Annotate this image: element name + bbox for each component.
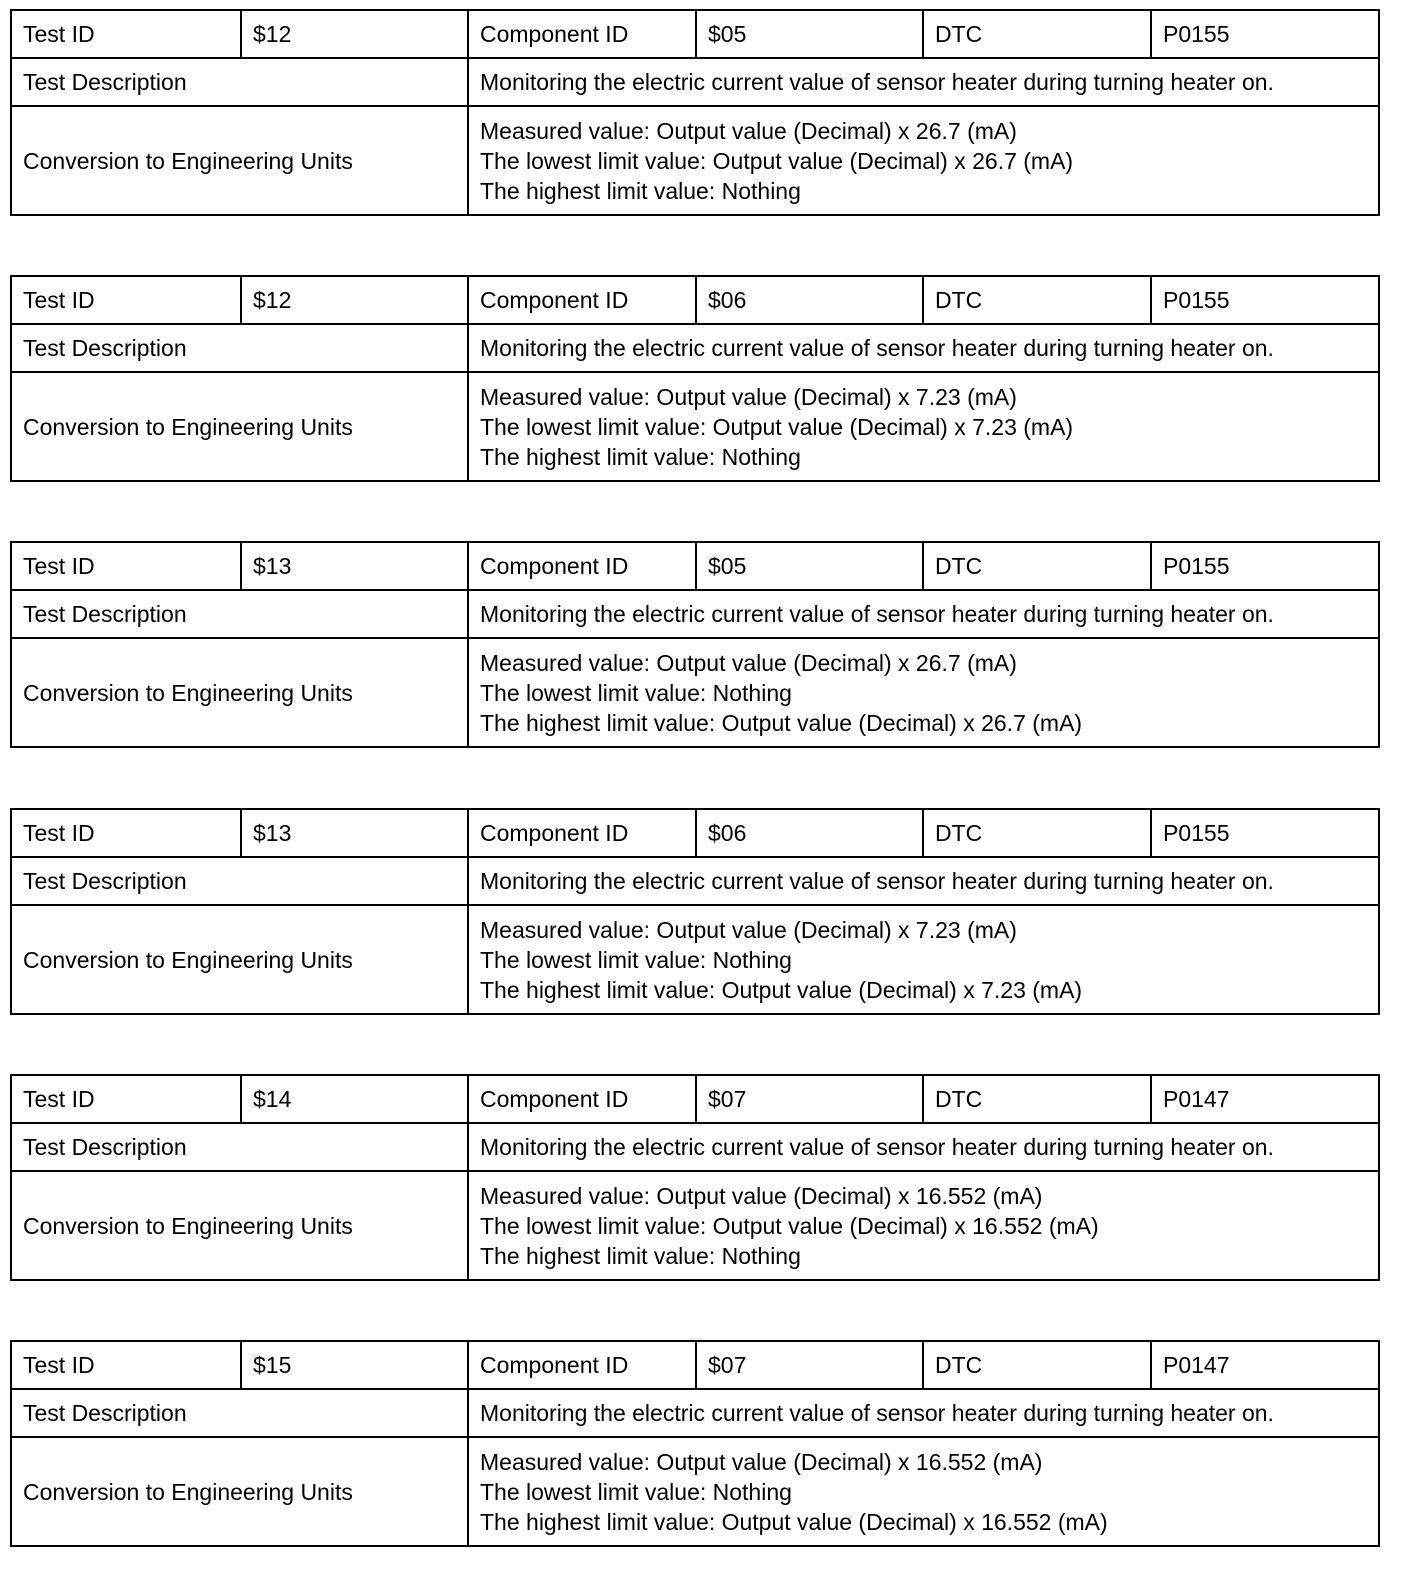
test-id-value: $13 [241, 542, 468, 590]
id-row [11, 1341, 1379, 1389]
conversion-row [11, 372, 1379, 481]
description-row [11, 58, 1379, 106]
description-row [11, 857, 1379, 905]
test-spec-table [10, 275, 1380, 482]
id-row [11, 542, 1379, 590]
test-spec-table [10, 9, 1380, 216]
dtc-value: P0155 [1151, 542, 1379, 590]
test-spec-table [10, 541, 1380, 748]
test-description-value: Monitoring the electric current value of sensor heater during turning heater on. [468, 58, 1379, 106]
dtc-label: DTC [923, 809, 1151, 857]
highest-limit-line: The highest limit value: Output value (Decimal) x 16.552 (mA) [480, 1508, 1108, 1535]
id-row [11, 809, 1379, 857]
lowest-limit-line: The lowest limit value: Nothing [480, 946, 792, 973]
dtc-label: DTC [923, 10, 1151, 58]
dtc-value: P0155 [1151, 809, 1379, 857]
component-id-value: $05 [696, 10, 923, 58]
test-spec-table [10, 808, 1380, 1015]
component-id-value: $05 [696, 542, 923, 590]
id-row [11, 276, 1379, 324]
test-id-label: Test ID [11, 10, 241, 58]
test-spec-table [10, 1074, 1380, 1281]
test-description-label: Test Description [11, 1123, 468, 1171]
conversion-label: Conversion to Engineering Units [11, 1171, 468, 1280]
description-row [11, 1123, 1379, 1171]
component-id-label: Component ID [468, 542, 696, 590]
measured-value-line: Measured value: Output value (Decimal) x 16.552 (mA) [480, 1448, 1043, 1475]
conversion-label: Conversion to Engineering Units [11, 638, 468, 747]
conversion-row [11, 1437, 1379, 1546]
component-id-label: Component ID [468, 809, 696, 857]
test-description-label: Test Description [11, 590, 468, 638]
conversion-label: Conversion to Engineering Units [11, 372, 468, 481]
dtc-label: DTC [923, 542, 1151, 590]
lowest-limit-line: The lowest limit value: Nothing [480, 679, 792, 706]
id-row [11, 1075, 1379, 1123]
conversion-value [468, 638, 1379, 747]
test-description-value: Monitoring the electric current value of sensor heater during turning heater on. [468, 590, 1379, 638]
lowest-limit-line: The lowest limit value: Output value (Decimal) x 16.552 (mA) [480, 1212, 1099, 1239]
dtc-value: P0155 [1151, 276, 1379, 324]
conversion-label: Conversion to Engineering Units [11, 106, 468, 215]
dtc-value: P0147 [1151, 1341, 1379, 1389]
description-row [11, 1389, 1379, 1437]
id-row [11, 10, 1379, 58]
conversion-value [468, 1171, 1379, 1280]
component-id-label: Component ID [468, 1075, 696, 1123]
lowest-limit-line: The lowest limit value: Nothing [480, 1478, 792, 1505]
measured-value-line: Measured value: Output value (Decimal) x 26.7 (mA) [480, 649, 1017, 676]
component-id-label: Component ID [468, 1341, 696, 1389]
highest-limit-line: The highest limit value: Output value (Decimal) x 26.7 (mA) [480, 709, 1083, 736]
test-description-value: Monitoring the electric current value of sensor heater during turning heater on. [468, 857, 1379, 905]
highest-limit-line: The highest limit value: Output value (Decimal) x 7.23 (mA) [480, 976, 1083, 1003]
conversion-row [11, 106, 1379, 215]
conversion-label: Conversion to Engineering Units [11, 1437, 468, 1546]
test-id-label: Test ID [11, 1075, 241, 1123]
test-description-value: Monitoring the electric current value of sensor heater during turning heater on. [468, 324, 1379, 372]
dtc-label: DTC [923, 1075, 1151, 1123]
component-id-label: Component ID [468, 276, 696, 324]
conversion-value [468, 106, 1379, 215]
test-description-label: Test Description [11, 857, 468, 905]
component-id-value: $06 [696, 276, 923, 324]
conversion-value [468, 905, 1379, 1014]
lowest-limit-line: The lowest limit value: Output value (Decimal) x 26.7 (mA) [480, 147, 1074, 174]
component-id-value: $07 [696, 1075, 923, 1123]
test-description-value: Monitoring the electric current value of sensor heater during turning heater on. [468, 1389, 1379, 1437]
dtc-value: P0147 [1151, 1075, 1379, 1123]
test-id-label: Test ID [11, 542, 241, 590]
test-id-label: Test ID [11, 276, 241, 324]
test-description-value: Monitoring the electric current value of sensor heater during turning heater on. [468, 1123, 1379, 1171]
dtc-label: DTC [923, 1341, 1151, 1389]
conversion-label: Conversion to Engineering Units [11, 905, 468, 1014]
description-row [11, 590, 1379, 638]
measured-value-line: Measured value: Output value (Decimal) x 16.552 (mA) [480, 1182, 1043, 1209]
dtc-value: P0155 [1151, 10, 1379, 58]
test-id-label: Test ID [11, 1341, 241, 1389]
measured-value-line: Measured value: Output value (Decimal) x 7.23 (mA) [480, 916, 1017, 943]
conversion-row [11, 638, 1379, 747]
component-id-label: Component ID [468, 10, 696, 58]
measured-value-line: Measured value: Output value (Decimal) x 26.7 (mA) [480, 117, 1017, 144]
conversion-row [11, 1171, 1379, 1280]
highest-limit-line: The highest limit value: Nothing [480, 1242, 801, 1269]
test-spec-table [10, 1340, 1380, 1547]
test-id-value: $14 [241, 1075, 468, 1123]
component-id-value: $06 [696, 809, 923, 857]
test-id-value: $13 [241, 809, 468, 857]
test-id-value: $15 [241, 1341, 468, 1389]
highest-limit-line: The highest limit value: Nothing [480, 443, 801, 470]
component-id-value: $07 [696, 1341, 923, 1389]
test-description-label: Test Description [11, 1389, 468, 1437]
dtc-label: DTC [923, 276, 1151, 324]
conversion-row [11, 905, 1379, 1014]
measured-value-line: Measured value: Output value (Decimal) x 7.23 (mA) [480, 383, 1017, 410]
test-description-label: Test Description [11, 58, 468, 106]
test-description-label: Test Description [11, 324, 468, 372]
test-id-value: $12 [241, 10, 468, 58]
description-row [11, 324, 1379, 372]
lowest-limit-line: The lowest limit value: Output value (Decimal) x 7.23 (mA) [480, 413, 1074, 440]
test-id-value: $12 [241, 276, 468, 324]
conversion-value [468, 1437, 1379, 1546]
test-id-label: Test ID [11, 809, 241, 857]
highest-limit-line: The highest limit value: Nothing [480, 177, 801, 204]
conversion-value [468, 372, 1379, 481]
